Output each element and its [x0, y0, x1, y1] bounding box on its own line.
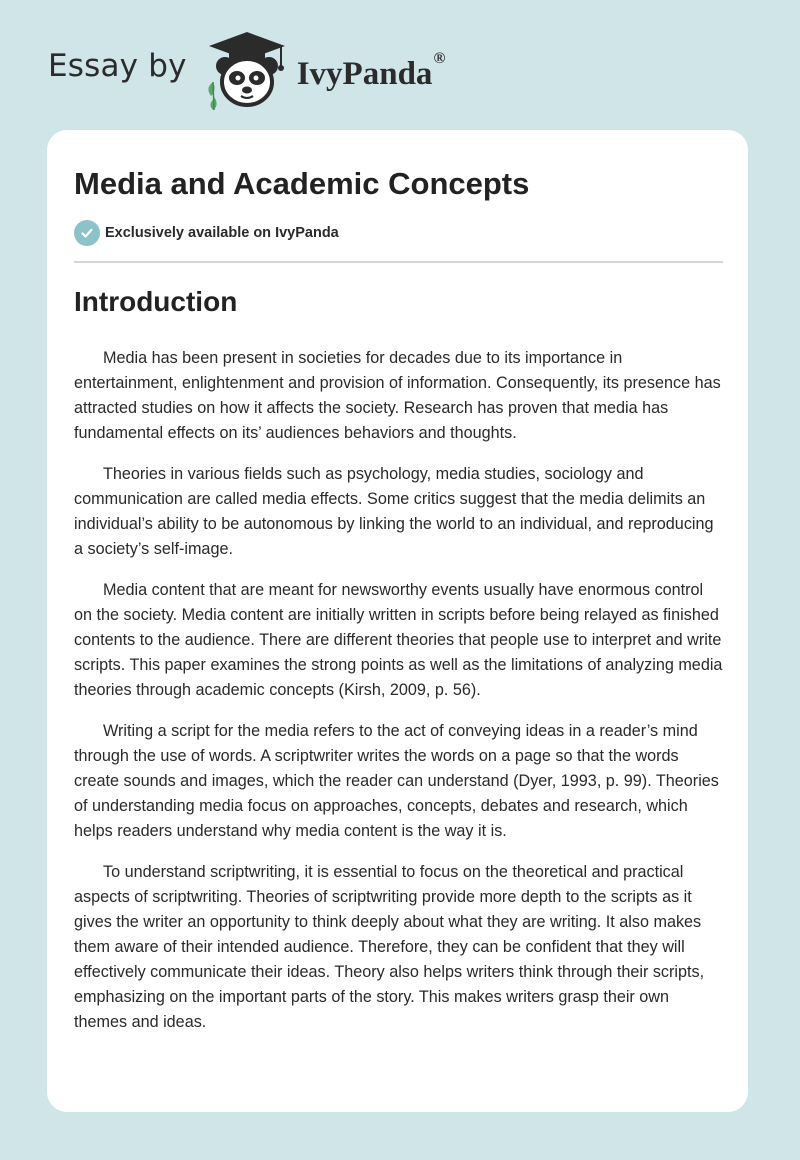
paragraph: Theories in various fields such as psychology, media studies, sociology and communication are called media effects. Some critics suggest that the media delimits an individual’s ability to be autonomous by linking the world to an individual, and reproducing a society’s self-image. [74, 465, 714, 558]
check-icon [74, 220, 100, 246]
brand-text: IvyPanda [296, 55, 433, 92]
essay-card [47, 130, 748, 1112]
paragraph: Media content that are meant for newsworthy events usually have enormous control on the society. Media content are initially written in scripts before being relayed as finished contents to the audience. There are different theories that people use to interpret and write scripts. This paper examines the strong points as well as the limitations of analyzing media theories through academic concepts (Kirsh, 2009, p. 56). [74, 581, 723, 699]
paragraph: Media has been present in societies for decades due to its importance in entertainment, enlightenment and provision of information. Consequently, its presence has attracted studies on how it affects the society. Research has proven that media has fundamental effects on its’ audiences behaviors and thoughts. [74, 349, 721, 442]
site-header [48, 28, 445, 112]
paragraph: To understand scriptwriting, it is essential to focus on the theoretical and practical aspects of scriptwriting. Theories of scriptwriting provide more depth to the scripts as it gives the writer an opportunity to think deeply about what they are writing. It also makes them aware of their intended audience. Therefore, they can be confident that they will effectively communicate their ideas. Theory also helps writers think through their scripts, emphasizing on the important parts of the story. This makes writers grasp their own themes and ideas. [74, 863, 705, 1031]
divider [74, 261, 723, 263]
exclusive-badge [74, 220, 339, 246]
panda-graduation-cap-logo-icon[interactable] [201, 28, 293, 112]
registered-mark: ® [433, 49, 446, 67]
essay-title: Media and Academic Concepts [74, 166, 530, 201]
essay-by-label: Essay by [48, 48, 187, 84]
essay-body [74, 346, 723, 1051]
exclusive-label: Exclusively available on IvyPanda [105, 225, 339, 241]
paragraph: Writing a script for the media refers to the act of conveying ideas in a reader’s mind through the use of words. A scriptwriter writes the words on a page so that the words create sounds and images, which the reader can understand (Dyer, 1993, p. 99). Theories of understanding media focus on approaches, concepts, debates and research, which helps readers understand why media content is the way it is. [74, 722, 719, 840]
section-heading: Introduction [74, 286, 238, 317]
brand-name[interactable] [296, 49, 446, 93]
